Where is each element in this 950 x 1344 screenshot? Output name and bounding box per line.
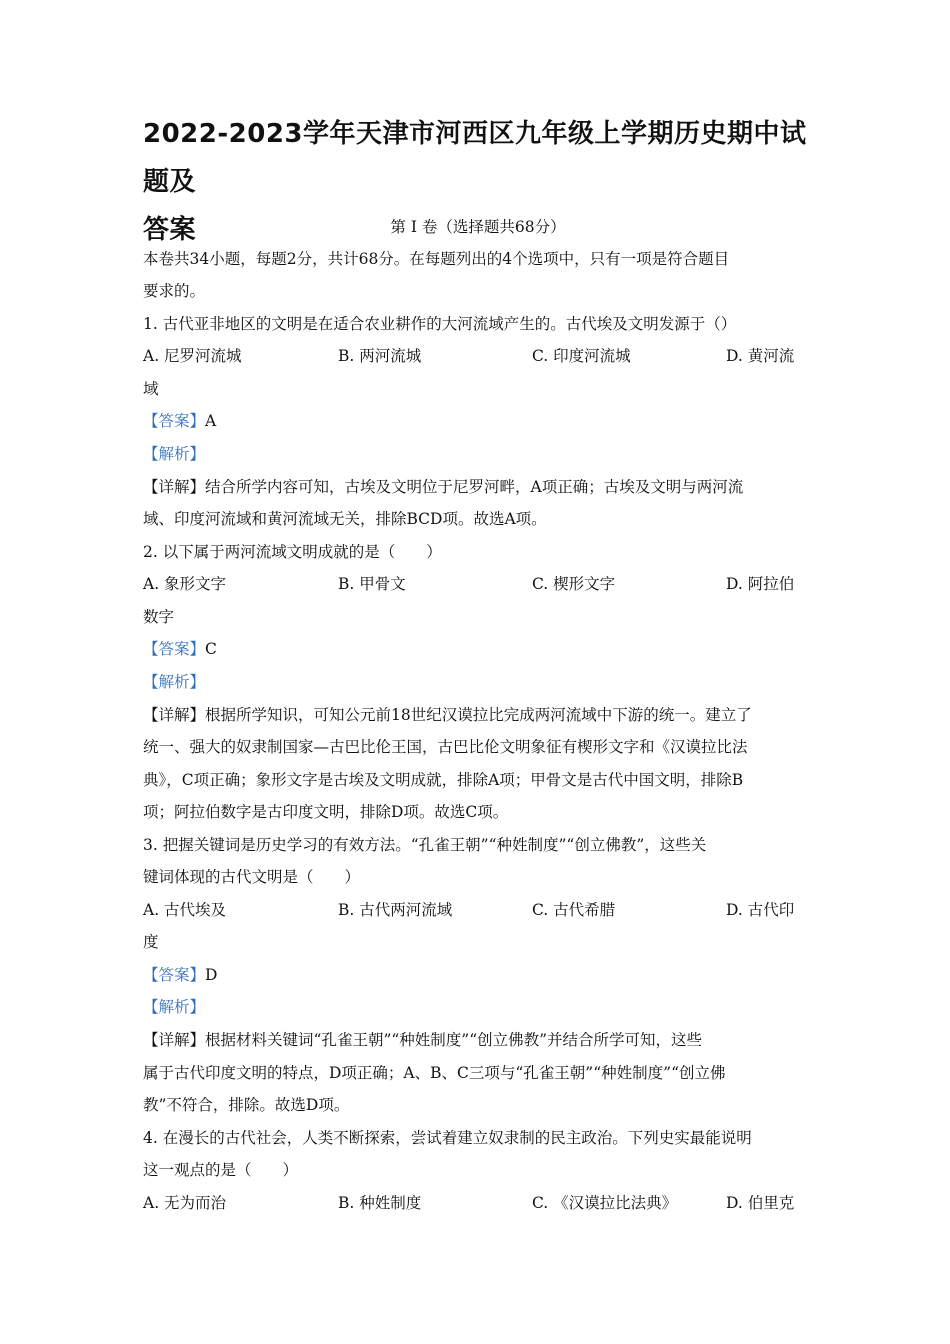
q1-option-c: C. 印度河流城 [532,347,631,365]
intro-line-1: 本卷共34小题，每题2分，共计68分。在每题列出的4个选项中，只有一项是符合题目 [143,250,730,268]
q2-answer [143,638,813,660]
q3-stem-line-1: 3. 把握关键词是历史学习的有效方法。“孔雀王朝”“种姓制度”“创立佛教”，这些关 [143,836,707,854]
answer-tag: 【答案】 [143,966,206,984]
q3-analysis [143,996,813,1018]
q3-stem-line-2: 键词体现的古代文明是（ ） [143,868,361,886]
q2-option-d-wrap: 数字 [143,608,175,626]
q1-answer [143,410,813,432]
q3-option-c: C. 古代希腊 [532,901,616,919]
q4-option-b: B. 种姓制度 [338,1194,422,1212]
q2-option-a: A. 象形文字 [143,575,227,593]
q2-analysis [143,671,813,693]
q3-option-d-wrap: 度 [143,933,159,951]
q2-detail-line-3: 典》，C项正确；象形文字是古埃及文明成就，排除A项；甲骨文是古代中国文明，排除B [143,771,744,789]
q4-option-d: D. 伯里克 [726,1194,795,1212]
q3-detail-text: 根据材料关键词“孔雀王朝”“种姓制度”“创立佛教”并结合所学可知，这些 [205,1031,703,1049]
answer-tag: 【答案】 [143,640,206,658]
q2-detail-text: 根据所学知识，可知公元前18世纪汉谟拉比完成两河流域中下游的统一。建立了 [205,706,752,724]
q1-option-a: A. 尼罗河流城 [143,347,242,365]
analysis-tag: 【解析】 [143,998,206,1016]
analysis-tag: 【解析】 [143,673,206,691]
q1-detail-line-2: 域、印度河流域和黄河流域无关，排除BCD项。故选A项。 [143,510,547,528]
q1-option-d-wrap: 域 [143,380,159,398]
q3-option-a: A. 古代埃及 [143,901,227,919]
q2-answer-value: C [205,640,217,658]
answer-tag: 【答案】 [143,412,206,430]
detail-tag: 【详解】 [143,1031,206,1049]
intro-line-2: 要求的。 [143,282,206,300]
q2-option-c: C. 楔形文字 [532,575,616,593]
q3-detail-line-3: 教”不符合，排除。故选D项。 [143,1096,350,1114]
q1-answer-value: A [205,412,217,430]
q4-option-a: A. 无为而治 [143,1194,227,1212]
q1-option-b: B. 两河流城 [338,347,422,365]
q2-option-b: B. 甲骨文 [338,575,406,593]
q4-stem-line-2: 这一观点的是（ ） [143,1161,299,1179]
q3-option-b: B. 古代两河流域 [338,901,453,919]
q1-detail-text: 结合所学内容可知，古埃及文明位于尼罗河畔，A项正确；古埃及文明与两河流 [205,478,744,496]
q4-stem-line-1: 4. 在漫长的古代社会，人类不断探索，尝试着建立奴隶制的民主政治。下列史实最能说明 [143,1129,752,1147]
q4-option-c: C. 《汉谟拉比法典》 [532,1194,678,1212]
q3-answer [143,964,813,986]
q3-option-d: D. 古代印 [726,901,795,919]
title-line-2: 答案 [143,215,197,245]
q2-option-d: D. 阿拉伯 [726,575,795,593]
q3-detail-line-2: 属于古代印度文明的特点，D项正确；A、B、C三项与“孔雀王朝”“种姓制度”“创立佛 [143,1064,726,1082]
analysis-tag: 【解析】 [143,445,206,463]
q2-stem: 2. 以下属于两河流域文明成就的是（ ） [143,543,442,561]
q1-detail-line-1 [143,476,813,498]
title-line-1: 2022-2023学年天津市河西区九年级上学期历史期中试题及 [143,119,807,197]
q2-detail-line-4: 项；阿拉伯数字是古印度文明，排除D项。故选C项。 [143,803,509,821]
q2-detail-line-2: 统一、强大的奴隶制国家—古巴比伦王国，古巴比伦文明象征有楔形文字和《汉谟拉比法 [143,738,748,756]
q1-stem: 1. 古代亚非地区的文明是在适合农业耕作的大河流域产生的。古代埃及文明发源于（） [143,315,737,333]
detail-tag: 【详解】 [143,478,206,496]
section-heading: 第 I 卷（选择题共68分） [390,218,566,236]
q2-detail-line-1 [143,704,813,726]
q1-option-d: D. 黄河流 [726,347,795,365]
q3-detail-line-1 [143,1029,813,1051]
q3-answer-value: D [205,966,218,984]
detail-tag: 【详解】 [143,706,206,724]
q1-analysis [143,443,813,465]
